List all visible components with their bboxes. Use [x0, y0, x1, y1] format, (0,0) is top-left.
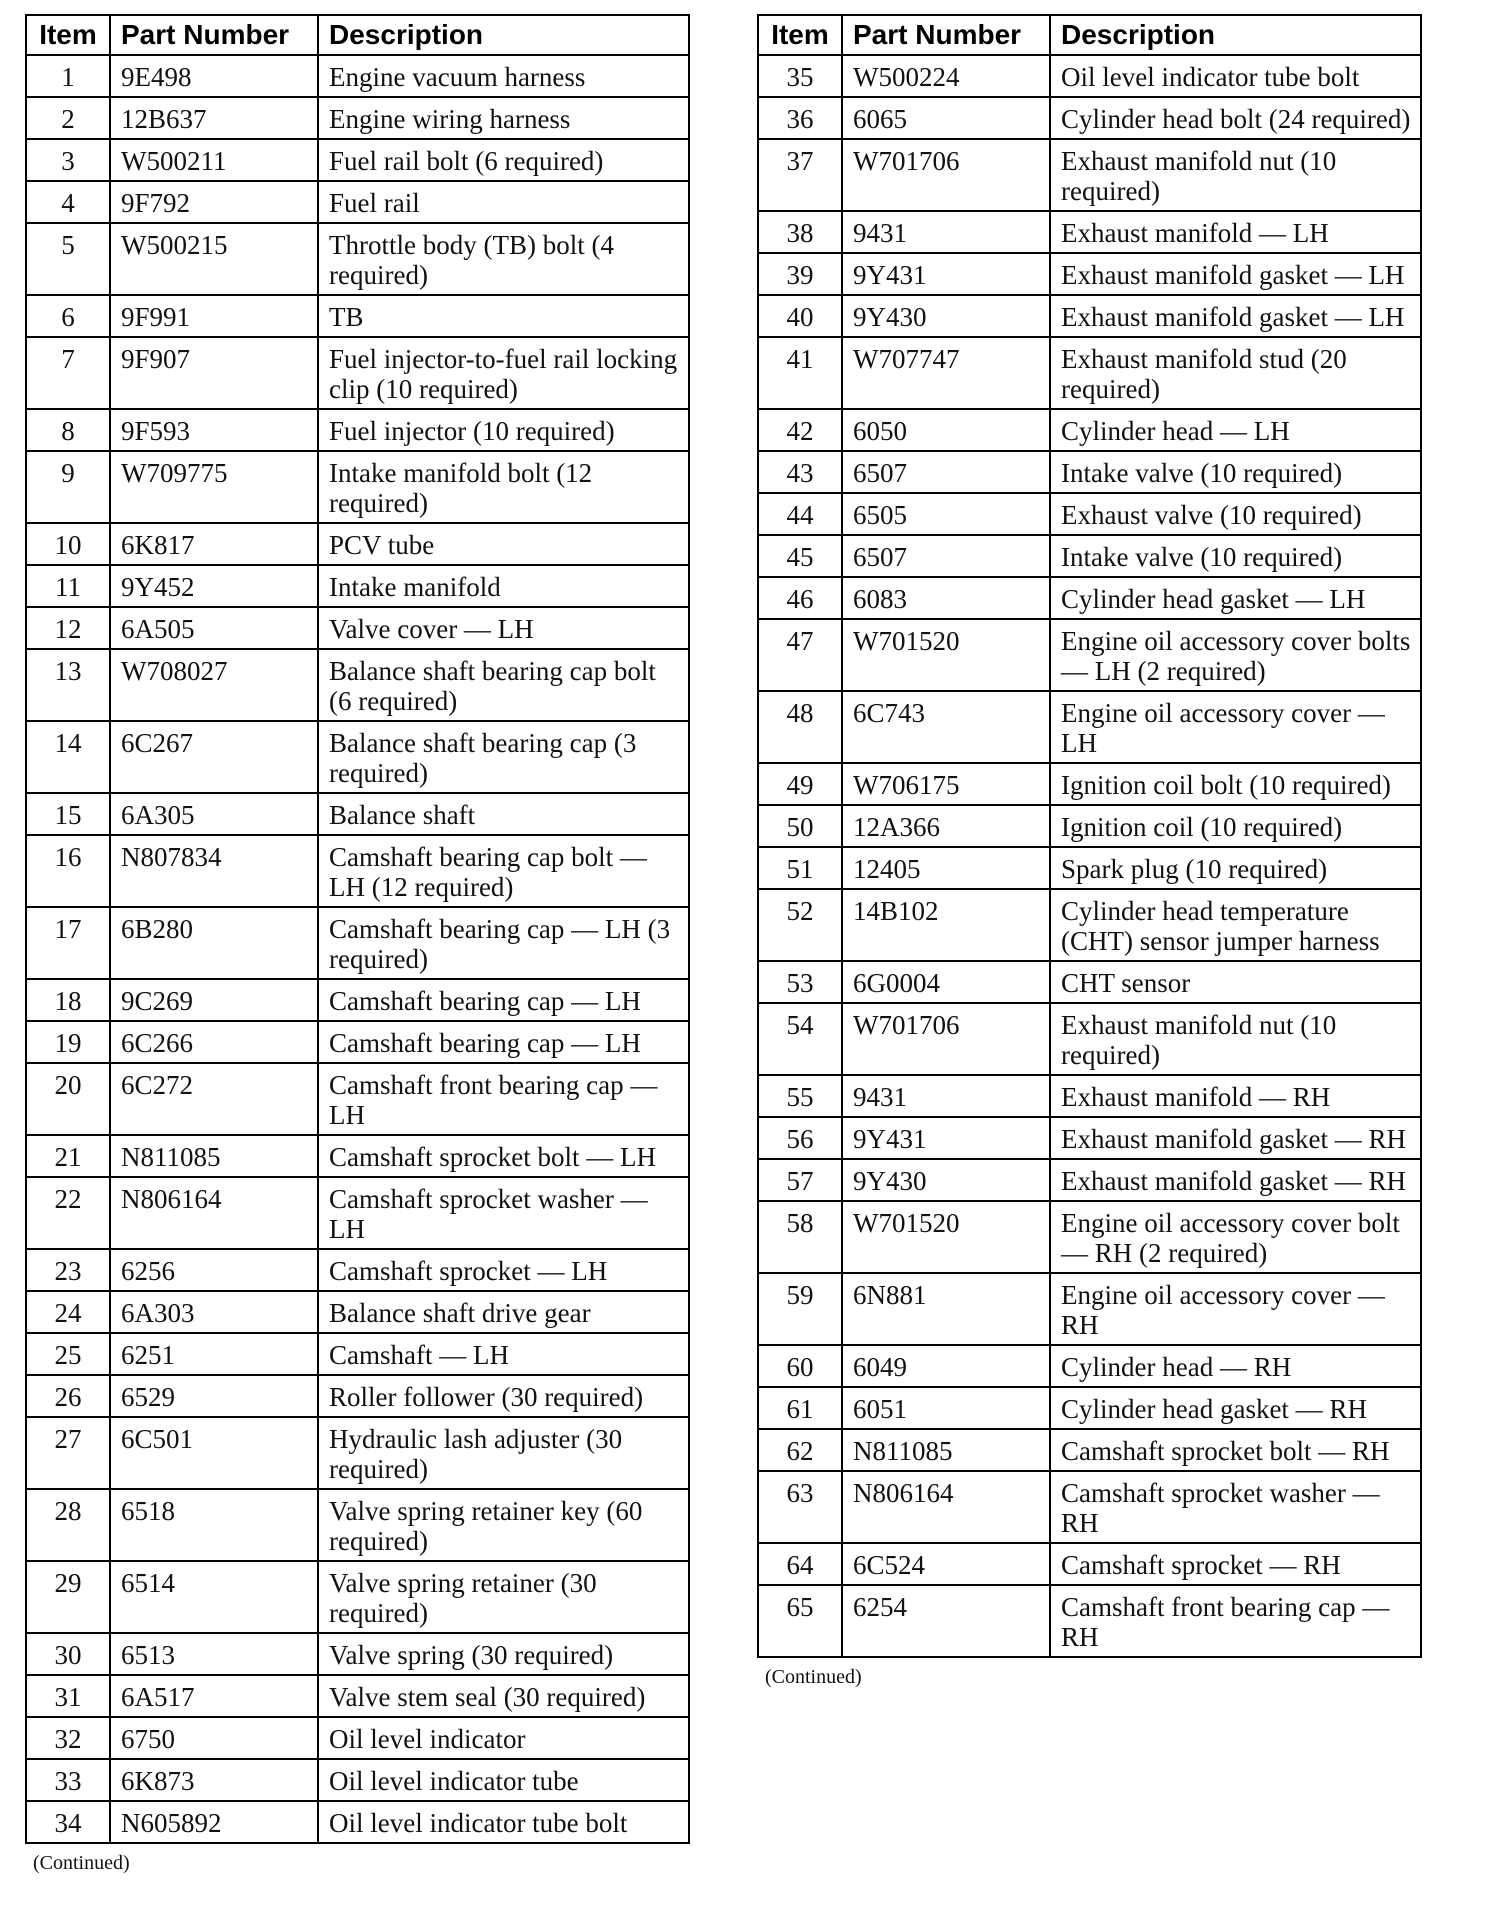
item-number-cell: 49 [758, 763, 842, 805]
table-row [758, 889, 1421, 961]
description-cell: Valve stem seal (30 required) [318, 1675, 689, 1717]
description-cell: Balance shaft drive gear [318, 1291, 689, 1333]
item-column-header: Item [26, 15, 110, 55]
description-cell: Intake manifold [318, 565, 689, 607]
part-number-cell: 6518 [110, 1489, 318, 1561]
item-number-cell: 24 [26, 1291, 110, 1333]
table-row [26, 337, 689, 409]
part-number-cell: 9431 [842, 1075, 1050, 1117]
table-row [758, 1429, 1421, 1471]
table-row [26, 1063, 689, 1135]
item-number-cell: 33 [26, 1759, 110, 1801]
table-row [26, 1561, 689, 1633]
table-row [26, 1135, 689, 1177]
item-number-cell: 27 [26, 1417, 110, 1489]
item-number-cell: 63 [758, 1471, 842, 1543]
description-cell: Exhaust manifold gasket — LH [1050, 295, 1421, 337]
description-cell: Fuel rail [318, 181, 689, 223]
part-number-cell: 6K817 [110, 523, 318, 565]
table-row [26, 1675, 689, 1717]
description-cell: Engine oil accessory cover bolt — RH (2 required) [1050, 1201, 1421, 1273]
parts-table-right-body [758, 55, 1421, 1657]
part-number-cell: 6A303 [110, 1291, 318, 1333]
description-cell: Camshaft sprocket — RH [1050, 1543, 1421, 1585]
table-row [26, 1249, 689, 1291]
table-row [26, 1375, 689, 1417]
item-number-cell: 5 [26, 223, 110, 295]
part-number-cell: 12405 [842, 847, 1050, 889]
table-row [26, 1177, 689, 1249]
part-number-cell: 6050 [842, 409, 1050, 451]
description-cell: Camshaft bearing cap — LH [318, 979, 689, 1021]
table-row [26, 607, 689, 649]
part-number-cell: 6K873 [110, 1759, 318, 1801]
item-number-cell: 47 [758, 619, 842, 691]
part-number-cell: 6C266 [110, 1021, 318, 1063]
description-cell: Exhaust manifold stud (20 required) [1050, 337, 1421, 409]
part-number-cell: 6750 [110, 1717, 318, 1759]
description-cell: Exhaust manifold — LH [1050, 211, 1421, 253]
item-number-cell: 10 [26, 523, 110, 565]
continued-note: (Continued) [765, 1666, 862, 1688]
table-row [758, 619, 1421, 691]
part-number-cell: 9C269 [110, 979, 318, 1021]
part-number-cell: 9Y430 [842, 295, 1050, 337]
item-number-cell: 7 [26, 337, 110, 409]
part-number-cell: 6C272 [110, 1063, 318, 1135]
parts-table-right [757, 14, 1422, 1658]
description-cell: Cylinder head gasket — LH [1050, 577, 1421, 619]
table-row [758, 295, 1421, 337]
item-number-cell: 20 [26, 1063, 110, 1135]
part-number-cell: 6G0004 [842, 961, 1050, 1003]
part-number-cell: 9Y452 [110, 565, 318, 607]
description-cell: Fuel injector (10 required) [318, 409, 689, 451]
item-number-cell: 62 [758, 1429, 842, 1471]
item-number-cell: 58 [758, 1201, 842, 1273]
part-number-cell: 9F792 [110, 181, 318, 223]
table-row [26, 55, 689, 97]
part-number-cell: 6051 [842, 1387, 1050, 1429]
table-row [758, 1273, 1421, 1345]
table-row [26, 1333, 689, 1375]
description-cell: Engine wiring harness [318, 97, 689, 139]
table-row [758, 1003, 1421, 1075]
description-cell: Balance shaft [318, 793, 689, 835]
table-row [26, 1291, 689, 1333]
part-number-cell: 9F593 [110, 409, 318, 451]
description-cell: Oil level indicator [318, 1717, 689, 1759]
parts-table-left [25, 14, 690, 1844]
item-number-cell: 23 [26, 1249, 110, 1291]
table-row [26, 181, 689, 223]
part-number-cell: N811085 [110, 1135, 318, 1177]
part-number-cell: 6A517 [110, 1675, 318, 1717]
description-cell: Exhaust manifold nut (10 required) [1050, 139, 1421, 211]
part-number-cell: 6254 [842, 1585, 1050, 1657]
table-row [26, 97, 689, 139]
description-cell: Fuel rail bolt (6 required) [318, 139, 689, 181]
item-number-cell: 32 [26, 1717, 110, 1759]
item-number-cell: 4 [26, 181, 110, 223]
table-row [26, 223, 689, 295]
part-number-column-header: Part Number [110, 15, 318, 55]
table-row [758, 961, 1421, 1003]
table-row [26, 649, 689, 721]
part-number-cell: 9431 [842, 211, 1050, 253]
description-cell: Hydraulic lash adjuster (30 required) [318, 1417, 689, 1489]
description-cell: Exhaust manifold gasket — RH [1050, 1159, 1421, 1201]
table-row [758, 805, 1421, 847]
table-row [758, 337, 1421, 409]
item-number-cell: 36 [758, 97, 842, 139]
item-number-cell: 13 [26, 649, 110, 721]
part-number-cell: 9E498 [110, 55, 318, 97]
item-number-cell: 45 [758, 535, 842, 577]
part-number-cell: N806164 [842, 1471, 1050, 1543]
description-cell: Valve spring retainer key (60 required) [318, 1489, 689, 1561]
description-cell: Cylinder head gasket — RH [1050, 1387, 1421, 1429]
item-number-cell: 19 [26, 1021, 110, 1063]
part-number-cell: 6C524 [842, 1543, 1050, 1585]
table-row [758, 1159, 1421, 1201]
description-cell: Valve spring retainer (30 required) [318, 1561, 689, 1633]
description-cell: Camshaft sprocket washer — RH [1050, 1471, 1421, 1543]
part-number-cell: W701520 [842, 619, 1050, 691]
part-number-cell: 9Y431 [842, 253, 1050, 295]
table-row [758, 1387, 1421, 1429]
description-cell: Ignition coil (10 required) [1050, 805, 1421, 847]
description-cell: Intake valve (10 required) [1050, 451, 1421, 493]
part-number-cell: 14B102 [842, 889, 1050, 961]
description-cell: Fuel injector-to-fuel rail locking clip (10 required) [318, 337, 689, 409]
table-row [26, 409, 689, 451]
description-cell: Cylinder head temperature (CHT) sensor jumper harness [1050, 889, 1421, 961]
table-row [26, 793, 689, 835]
table-row [26, 1801, 689, 1843]
part-number-cell: 6C743 [842, 691, 1050, 763]
continued-note: (Continued) [33, 1852, 130, 1874]
part-number-cell: 6251 [110, 1333, 318, 1375]
item-number-cell: 48 [758, 691, 842, 763]
item-number-cell: 39 [758, 253, 842, 295]
item-number-cell: 2 [26, 97, 110, 139]
table-row [758, 847, 1421, 889]
table-row [758, 691, 1421, 763]
part-number-column-header: Part Number [842, 15, 1050, 55]
description-column-header: Description [318, 15, 689, 55]
description-cell: Balance shaft bearing cap (3 required) [318, 721, 689, 793]
item-number-cell: 35 [758, 55, 842, 97]
description-cell: Engine oil accessory cover bolts — LH (2 required) [1050, 619, 1421, 691]
description-cell: CHT sensor [1050, 961, 1421, 1003]
description-cell: Exhaust manifold gasket — RH [1050, 1117, 1421, 1159]
description-cell: Roller follower (30 required) [318, 1375, 689, 1417]
item-number-cell: 60 [758, 1345, 842, 1387]
item-number-cell: 25 [26, 1333, 110, 1375]
item-number-cell: 15 [26, 793, 110, 835]
item-number-cell: 55 [758, 1075, 842, 1117]
part-number-cell: 6A505 [110, 607, 318, 649]
item-number-cell: 56 [758, 1117, 842, 1159]
table-row [26, 1417, 689, 1489]
table-row [758, 1345, 1421, 1387]
table-row [758, 1117, 1421, 1159]
item-number-cell: 28 [26, 1489, 110, 1561]
description-cell: Exhaust manifold nut (10 required) [1050, 1003, 1421, 1075]
parts-table-left-body [26, 55, 689, 1843]
part-number-cell: 6C267 [110, 721, 318, 793]
part-number-cell: 6507 [842, 535, 1050, 577]
parts-table-right-section [757, 14, 1422, 1689]
description-cell: Intake valve (10 required) [1050, 535, 1421, 577]
part-number-cell: N807834 [110, 835, 318, 907]
table-row [758, 409, 1421, 451]
description-cell: Camshaft — LH [318, 1333, 689, 1375]
description-cell: Cylinder head — RH [1050, 1345, 1421, 1387]
table-row [26, 835, 689, 907]
item-number-cell: 53 [758, 961, 842, 1003]
description-cell: Camshaft bearing cap bolt — LH (12 required) [318, 835, 689, 907]
item-number-cell: 17 [26, 907, 110, 979]
table-row [758, 139, 1421, 211]
table-row [758, 55, 1421, 97]
part-number-cell: 9Y431 [842, 1117, 1050, 1159]
item-number-cell: 30 [26, 1633, 110, 1675]
description-cell: Valve spring (30 required) [318, 1633, 689, 1675]
table-row [758, 211, 1421, 253]
description-cell: Camshaft sprocket bolt — RH [1050, 1429, 1421, 1471]
description-cell: TB [318, 295, 689, 337]
table-row [26, 1489, 689, 1561]
item-number-cell: 11 [26, 565, 110, 607]
item-number-cell: 12 [26, 607, 110, 649]
description-cell: Cylinder head — LH [1050, 409, 1421, 451]
part-number-cell: N806164 [110, 1177, 318, 1249]
item-number-cell: 3 [26, 139, 110, 181]
part-number-cell: 6065 [842, 97, 1050, 139]
part-number-cell: W707747 [842, 337, 1050, 409]
table-row [758, 1201, 1421, 1273]
item-number-cell: 43 [758, 451, 842, 493]
part-number-cell: 6A305 [110, 793, 318, 835]
description-cell: Camshaft front bearing cap — RH [1050, 1585, 1421, 1657]
description-cell: Engine vacuum harness [318, 55, 689, 97]
item-number-cell: 21 [26, 1135, 110, 1177]
table-row [758, 763, 1421, 805]
item-number-cell: 18 [26, 979, 110, 1021]
table-row [758, 577, 1421, 619]
description-cell: Camshaft sprocket washer — LH [318, 1177, 689, 1249]
table-row [758, 1075, 1421, 1117]
table-row [26, 979, 689, 1021]
item-number-cell: 46 [758, 577, 842, 619]
description-cell: Engine oil accessory cover — RH [1050, 1273, 1421, 1345]
part-number-cell: W708027 [110, 649, 318, 721]
table-header-row [758, 15, 1421, 55]
part-number-cell: W706175 [842, 763, 1050, 805]
table-row [26, 451, 689, 523]
part-number-cell: 12B637 [110, 97, 318, 139]
table-row [26, 721, 689, 793]
item-number-cell: 26 [26, 1375, 110, 1417]
table-row [26, 1021, 689, 1063]
parts-table-left-section [25, 14, 690, 1875]
part-number-cell: 6049 [842, 1345, 1050, 1387]
description-cell: Spark plug (10 required) [1050, 847, 1421, 889]
item-number-cell: 51 [758, 847, 842, 889]
table-row [26, 1633, 689, 1675]
description-column-header: Description [1050, 15, 1421, 55]
description-cell: Exhaust manifold gasket — LH [1050, 253, 1421, 295]
part-number-cell: W701706 [842, 1003, 1050, 1075]
item-number-cell: 54 [758, 1003, 842, 1075]
table-row [26, 1759, 689, 1801]
description-cell: Balance shaft bearing cap bolt (6 required) [318, 649, 689, 721]
item-number-cell: 59 [758, 1273, 842, 1345]
item-number-cell: 52 [758, 889, 842, 961]
description-cell: Intake manifold bolt (12 required) [318, 451, 689, 523]
description-cell: Throttle body (TB) bolt (4 required) [318, 223, 689, 295]
item-number-cell: 8 [26, 409, 110, 451]
table-row [26, 1717, 689, 1759]
description-cell: Valve cover — LH [318, 607, 689, 649]
item-number-cell: 29 [26, 1561, 110, 1633]
item-number-cell: 31 [26, 1675, 110, 1717]
item-number-cell: 57 [758, 1159, 842, 1201]
part-number-cell: 9F991 [110, 295, 318, 337]
table-header-row [26, 15, 689, 55]
item-number-cell: 61 [758, 1387, 842, 1429]
part-number-cell: 6514 [110, 1561, 318, 1633]
item-number-cell: 9 [26, 451, 110, 523]
description-cell: Exhaust valve (10 required) [1050, 493, 1421, 535]
item-number-cell: 41 [758, 337, 842, 409]
table-row [758, 535, 1421, 577]
table-row [26, 523, 689, 565]
part-number-cell: W701520 [842, 1201, 1050, 1273]
item-number-cell: 50 [758, 805, 842, 847]
part-number-cell: W500224 [842, 55, 1050, 97]
table-row [26, 907, 689, 979]
table-row [758, 253, 1421, 295]
part-number-cell: 6N881 [842, 1273, 1050, 1345]
item-column-header: Item [758, 15, 842, 55]
description-cell: Camshaft front bearing cap — LH [318, 1063, 689, 1135]
item-number-cell: 37 [758, 139, 842, 211]
part-number-cell: 9F907 [110, 337, 318, 409]
item-number-cell: 42 [758, 409, 842, 451]
item-number-cell: 64 [758, 1543, 842, 1585]
description-cell: Camshaft sprocket — LH [318, 1249, 689, 1291]
item-number-cell: 16 [26, 835, 110, 907]
description-cell: Exhaust manifold — RH [1050, 1075, 1421, 1117]
table-row [758, 1543, 1421, 1585]
part-number-cell: 12A366 [842, 805, 1050, 847]
part-number-cell: W500211 [110, 139, 318, 181]
part-number-cell: 6B280 [110, 907, 318, 979]
item-number-cell: 38 [758, 211, 842, 253]
table-row [758, 97, 1421, 139]
table-row [758, 493, 1421, 535]
table-row [758, 1471, 1421, 1543]
description-cell: Oil level indicator tube [318, 1759, 689, 1801]
item-number-cell: 6 [26, 295, 110, 337]
description-cell: Ignition coil bolt (10 required) [1050, 763, 1421, 805]
part-number-cell: N811085 [842, 1429, 1050, 1471]
description-cell: Camshaft bearing cap — LH [318, 1021, 689, 1063]
description-cell: Camshaft bearing cap — LH (3 required) [318, 907, 689, 979]
table-row [758, 451, 1421, 493]
table-row [758, 1585, 1421, 1657]
item-number-cell: 1 [26, 55, 110, 97]
description-cell: PCV tube [318, 523, 689, 565]
description-cell: Cylinder head bolt (24 required) [1050, 97, 1421, 139]
part-number-cell: W500215 [110, 223, 318, 295]
description-cell: Oil level indicator tube bolt [318, 1801, 689, 1843]
item-number-cell: 40 [758, 295, 842, 337]
part-number-cell: 6529 [110, 1375, 318, 1417]
description-cell: Camshaft sprocket bolt — LH [318, 1135, 689, 1177]
item-number-cell: 14 [26, 721, 110, 793]
table-row [26, 565, 689, 607]
part-number-cell: N605892 [110, 1801, 318, 1843]
item-number-cell: 34 [26, 1801, 110, 1843]
item-number-cell: 22 [26, 1177, 110, 1249]
description-cell: Oil level indicator tube bolt [1050, 55, 1421, 97]
item-number-cell: 44 [758, 493, 842, 535]
table-row [26, 139, 689, 181]
description-cell: Engine oil accessory cover — LH [1050, 691, 1421, 763]
table-row [26, 295, 689, 337]
part-number-cell: W701706 [842, 139, 1050, 211]
part-number-cell: 9Y430 [842, 1159, 1050, 1201]
part-number-cell: W709775 [110, 451, 318, 523]
part-number-cell: 6513 [110, 1633, 318, 1675]
part-number-cell: 6256 [110, 1249, 318, 1291]
item-number-cell: 65 [758, 1585, 842, 1657]
part-number-cell: 6507 [842, 451, 1050, 493]
part-number-cell: 6C501 [110, 1417, 318, 1489]
part-number-cell: 6505 [842, 493, 1050, 535]
part-number-cell: 6083 [842, 577, 1050, 619]
